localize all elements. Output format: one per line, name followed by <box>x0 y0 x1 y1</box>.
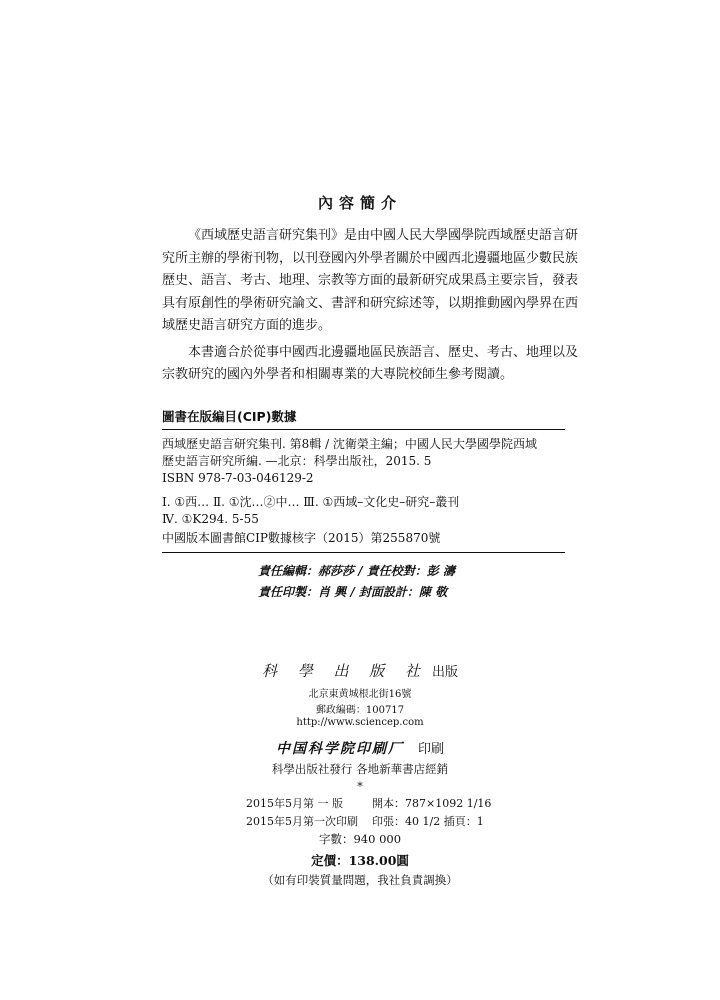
cip-number <box>162 530 565 547</box>
text-line: 宗教研究的國內外學者和相關專業的大專院校師生參考閱讀。 <box>162 367 514 382</box>
cip-description <box>162 436 565 487</box>
divider <box>162 429 565 430</box>
divider <box>162 552 565 553</box>
cip-subject-line: Ⅳ. ①K294. 5-55 <box>162 512 259 526</box>
intro-paragraph-2 <box>162 342 579 387</box>
cip-subjects <box>162 494 565 528</box>
printer-line <box>0 738 720 758</box>
price: 定價：138.00圓 <box>311 853 409 868</box>
cip-number-text: 中國版本圖書館CIP數據核字（2015）第255870號 <box>162 531 441 545</box>
intro-text <box>162 225 579 391</box>
quality-note: （如有印裝質量問題，我社負責調換） <box>262 873 458 887</box>
publisher-address: 北京東黄城根北街16號 <box>308 689 412 700</box>
intro-title: 內容簡介 <box>317 194 402 212</box>
printer-suffix: 印刷 <box>417 742 444 757</box>
distribution: 科學出版社發行 各地新華書店經銷 <box>271 762 449 776</box>
text-line: 歷史、語言、考古、地理、宗教等方面的最新研究成果爲主要宗旨，發表 <box>162 273 579 288</box>
publisher-line <box>0 660 720 681</box>
cip-title: 圖書在版編目(CIP)數據 <box>162 409 297 424</box>
cip-isbn: ISBN 978-7-03-046129-2 <box>162 471 314 485</box>
separator-asterisk: * <box>357 779 363 793</box>
cip-desc-line: 歷史語言研究所編. —北京：科學出版社，2015. 5 <box>162 454 432 468</box>
text-line: 究所主辦的學術刊物，以刊登國內外學者關於中國西北邊疆地區少數民族 <box>162 250 579 266</box>
printing: 2015年5月第一次印刷 <box>246 815 358 828</box>
publisher-url: http://www.sciencep.com <box>296 717 424 728</box>
publisher-logo: 科 學 出 版 社 <box>261 662 429 680</box>
cip-subject-line: Ⅰ. ①西… Ⅱ. ①沈…②中… Ⅲ. ①西域–文化史–研究–叢刊 <box>162 495 460 509</box>
cip-desc-line: 西域歷史語言研究集刊. 第8輯 / 沈衛榮主編；中國人民大學國學院西域 <box>162 437 537 451</box>
text-line: 本書適合於從事中國西北邊疆地區民族語言、歷史、考古、地理以及 <box>188 344 579 360</box>
format: 開本：787×1092 1/16 <box>372 797 492 810</box>
text-line: 《西域歷史語言研究集刊》是由中國人民大學國學院西域歷史語言研 <box>188 228 579 243</box>
responsibility-line-2: 責任印製：肖 興 / 封面設計：陳 敬 <box>258 585 448 599</box>
text-line: 具有原創性的學術研究論文、書評和研究綜述等，以期推動國內學界在西 <box>162 295 579 311</box>
edition: 2015年5月第 一 版 <box>246 797 343 810</box>
publisher-suffix: 出版 <box>432 665 459 680</box>
text-line: 域歷史語言研究方面的進步。 <box>162 318 332 333</box>
printer-logo: 中国科学院印刷厂 <box>275 741 404 757</box>
responsibility-line-1: 責任編輯：郝莎莎 / 責任校對：彭 濤 <box>258 564 455 578</box>
intro-paragraph-1 <box>162 225 579 338</box>
postal-code: 郵政編碼：100717 <box>315 705 405 716</box>
sheets: 印張：40 1/2 插頁：1 <box>372 815 484 828</box>
word-count: 字數：940 000 <box>318 832 402 846</box>
